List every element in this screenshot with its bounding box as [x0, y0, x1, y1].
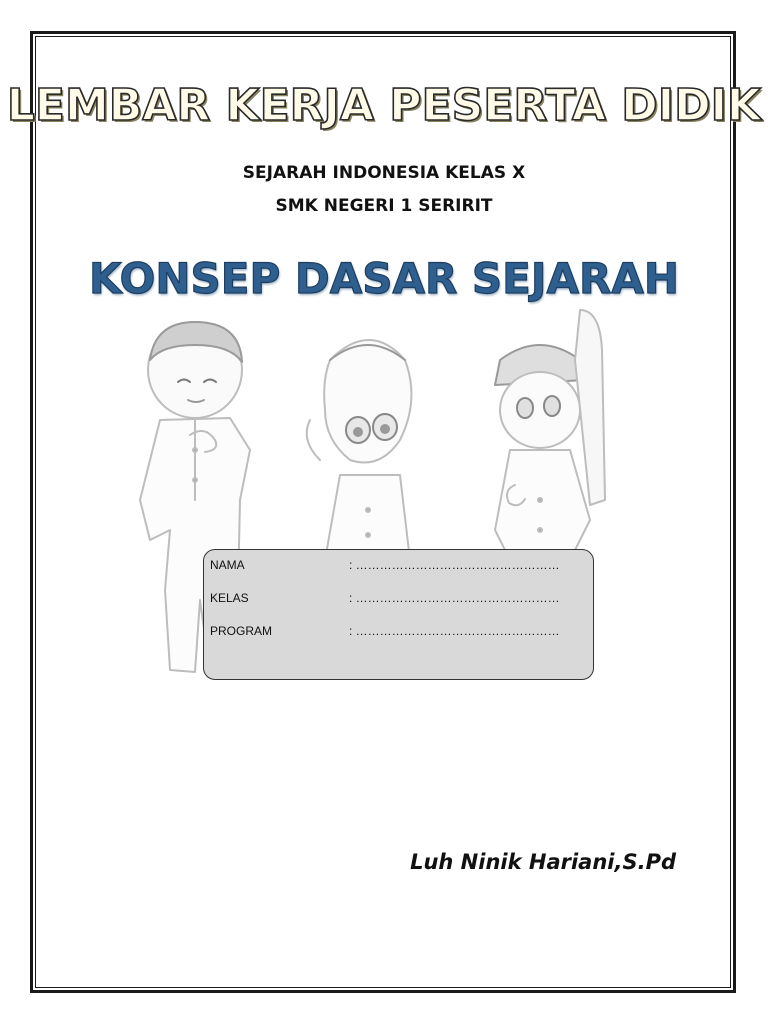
- topic-heading: KONSEP DASAR SEJARAH: [88, 254, 679, 303]
- student-identity-form: [203, 549, 594, 680]
- field-label: KELAS: [210, 591, 249, 605]
- field-blank: : ……………………………………………: [349, 624, 560, 638]
- field-blank: : ……………………………………………: [349, 591, 560, 605]
- author-name: Luh Ninik Hariani,S.Pd: [410, 850, 676, 874]
- school-line: SMK NEGERI 1 SERIRIT: [275, 196, 493, 216]
- field-blank: : ……………………………………………: [349, 558, 560, 572]
- subject-line: SEJARAH INDONESIA KELAS X: [242, 163, 526, 183]
- field-label: PROGRAM: [210, 624, 273, 638]
- worksheet-title: LEMBAR KERJA PESERTA DIDIK: [6, 80, 762, 131]
- field-label: NAMA: [210, 558, 245, 572]
